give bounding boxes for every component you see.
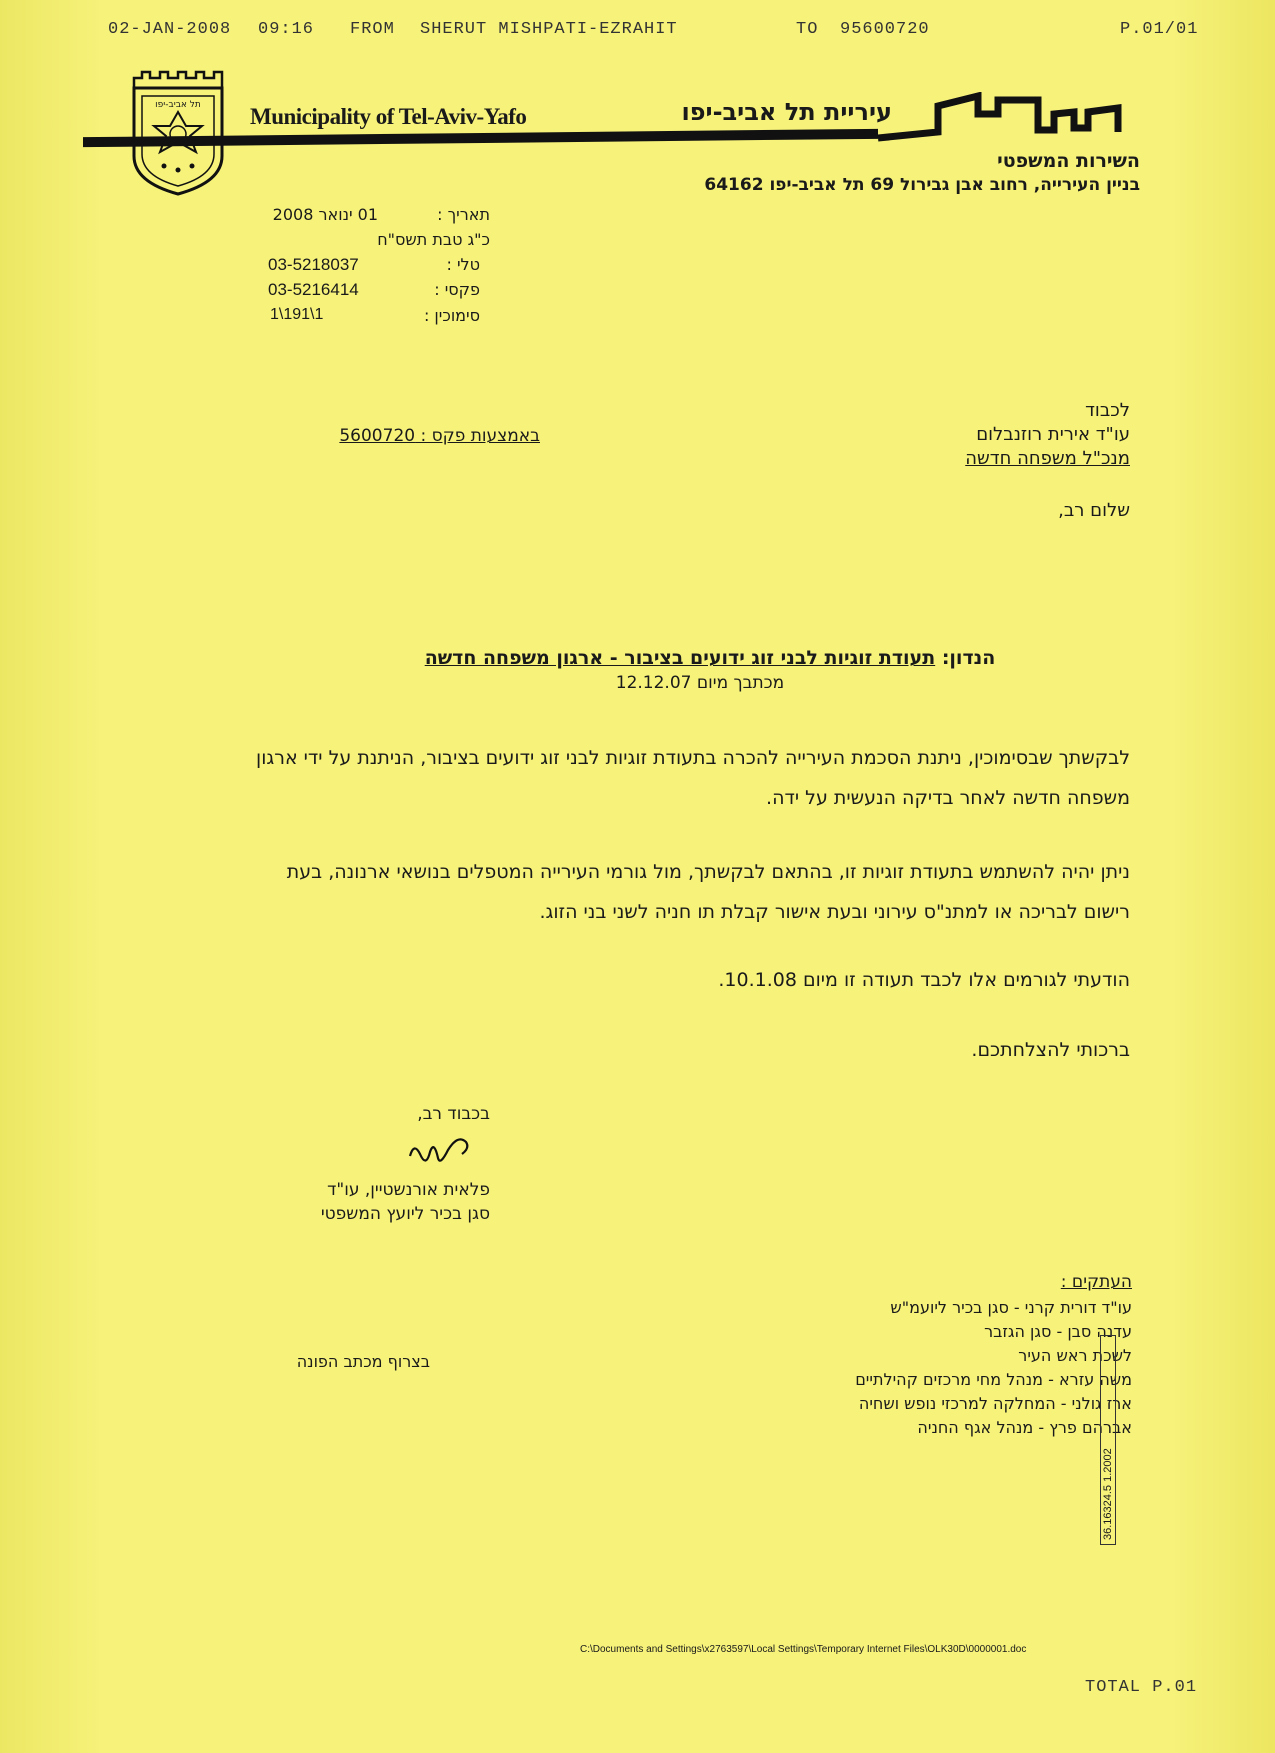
- phone-value: 03-5218037: [268, 255, 359, 274]
- signature-closing: בכבוד רב,: [417, 1104, 490, 1124]
- greeting: שלום רב,: [1058, 500, 1130, 521]
- body-paragraph-2: ניתן יהיה להשתמש בתעודת זוגיות זו, בהתאם לבקשתך, מול גורמי העירייה המטפלים בנושאי ארנונה, בעת רישום לבריכה או למתנ"ס עירוני ובעת אישור קבלת תו חניה לשני בני הזוג.: [286, 861, 1130, 923]
- subject-line: [280, 647, 1140, 669]
- cc-item: עו"ד דורית קרני - סגן בכיר ליועמ"ש: [890, 1298, 1132, 1317]
- skyline-graphic: [878, 92, 1128, 144]
- municipal-emblem: [128, 70, 228, 198]
- municipality-name-he: עיריית תל אביב-יפו: [681, 98, 892, 126]
- department-address: בניין העירייה, רחוב אבן גבירול 69 תל אביב-יפו 64162: [704, 175, 1140, 195]
- cc-label: העתקים :: [1060, 1272, 1132, 1292]
- body-paragraph-1: לבקשתך שבסימוכין, ניתנת הסכמת העירייה להכרה בתעודת זוגיות לבני זוג ידועים בציבור, הניתנת על ידי ארגון משפחה חדשה לאחר בדיקה הנעשית על ידה.: [256, 747, 1130, 809]
- fax-time: 09:16: [258, 20, 315, 39]
- body-paragraph-4: ברכותי להצלחתכם.: [971, 1039, 1130, 1061]
- fax-label: פקסי :: [434, 280, 480, 299]
- subject-reference: מכתבך מיום 12.12.07: [615, 673, 785, 693]
- fax-to-value: 95600720: [840, 20, 930, 39]
- fax-to-label: TO: [796, 20, 819, 39]
- signatory-name: פלאית אורנשטיין, עו"ד: [327, 1180, 490, 1200]
- subject-text: תעודת זוגיות לבני זוג ידועים בציבור - ארגון משפחה חדשה: [424, 647, 936, 669]
- fax-from-value: SHERUT MISHPATI-EZRAHIT: [420, 20, 678, 39]
- handwritten-signature: [408, 1132, 474, 1172]
- cc-item: עדנה סבן - סגן הגזבר: [984, 1322, 1132, 1341]
- ref-label: סימוכין :: [423, 306, 480, 325]
- date-label: תאריך :: [437, 205, 490, 224]
- fax-page-number: P.01/01: [1120, 20, 1199, 39]
- fax-date: 02-JAN-2008: [108, 20, 232, 39]
- cc-item: אברהם פרץ - מנהל אגף החניה: [917, 1418, 1132, 1437]
- file-path: C:\Documents and Settings\x2763597\Local Settings\Temporary Internet Files\OLK30D\0000001.doc: [580, 1644, 1027, 1655]
- phone-label: טלי :: [446, 255, 480, 274]
- cc-item: משה עזרא - מנהל מחי מרכזים קהילתיים: [855, 1370, 1132, 1389]
- side-form-code: 36.16324.5 1.2002: [1100, 1335, 1116, 1545]
- cc-list: [700, 1296, 1132, 1440]
- department-name: השירות המשפטי: [997, 150, 1140, 172]
- emblem-caption: תל אביב-יפו: [155, 100, 201, 110]
- hebrew-date: כ"ג טבת תשס"ח: [377, 230, 490, 249]
- fax-value: 03-5216414: [268, 280, 359, 299]
- recipient-name: עו"ד אירית רוזנבלום: [976, 424, 1130, 445]
- cc-item: לשכת ראש העיר: [1018, 1346, 1132, 1365]
- fax-total-pages: TOTAL P.01: [1085, 1678, 1198, 1697]
- cc-item: ארז גולני - המחלקה למרכזי נופש ושחיה: [858, 1394, 1132, 1413]
- body-paragraph-3: הודעתי לגורמים אלו לכבד תעודה זו מיום 10.1.08.: [718, 969, 1130, 991]
- date-value: 01 ינואר 2008: [272, 205, 378, 224]
- subject-label: הנדון:: [941, 647, 996, 669]
- fax-from-label: FROM: [350, 20, 395, 39]
- recipient-salutation: לכבוד: [1085, 400, 1130, 421]
- ref-value: 1\191\1: [270, 306, 324, 323]
- municipality-name-en: Municipality of Tel-Aviv-Yafo: [250, 104, 527, 129]
- recipient-title: מנכ"ל משפחה חדשה: [965, 448, 1130, 469]
- signatory-role: סגן בכיר ליועץ המשפטי: [320, 1204, 490, 1224]
- attachment-note: בצרוף מכתב הפונה: [296, 1352, 430, 1371]
- via-fax-note: באמצעות פקס : 5600720: [339, 426, 540, 446]
